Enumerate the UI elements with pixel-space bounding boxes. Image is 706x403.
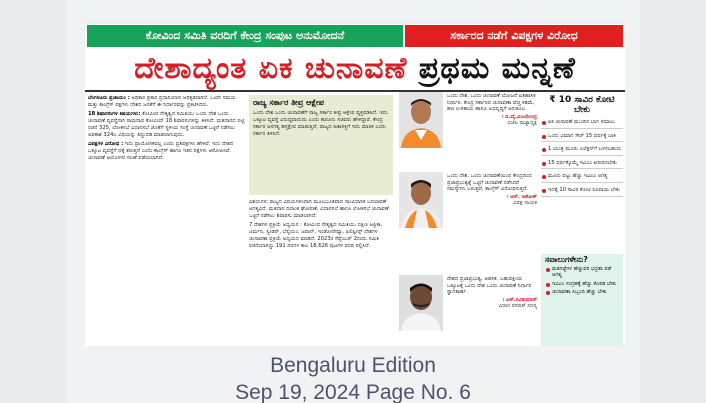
newspaper-page-image[interactable] — [85, 20, 625, 346]
quote-3: ದೇಶದ ಪ್ರಜಾಪ್ರಭುತ್ವ, ಆಡಳಿತ, ಬಹುಪಕ್ಷೀಯ ಒಕ್ಕೂಟಕ್ಕೆ ಒಂದು ದೇಶ ಒಂದು ಚುನಾವಣೆ ನಿರ್ಧಾರ ಸ್ವಾಗತಾರ್ಹ. । ಎಸ್.ರವಿಕುಮಾರ್ ವಿಧಾನ ಪರಿಷತ್ ಸದಸ್ಯ — [447, 276, 537, 310]
list-item: ಇದಕ್ಕೆ 10 ಸಾವಿರ ಕೋಟಿ ರೂಪಾಯಿ ಬೇಕು — [541, 187, 623, 197]
list-item: ಮೂರು ಪಟ್ಟು ಹೆಚ್ಚು ಇವಿಎಂ ಅಗತ್ಯ — [541, 173, 623, 183]
list-item: 15 ವರ್ಷಕ್ಕೊಮ್ಮೆ ಇವಿಎಂ ಖರೀದಿಸಬೇಕು — [541, 160, 623, 170]
edition-date-page: Sep 19, 2024 Page No. 6 — [235, 381, 471, 403]
article-column-2 — [249, 199, 393, 344]
list-item: ಮತಗಟ್ಟೆಗಳ ಹೆಚ್ಚುವರಿ ಭದ್ರತಾ ಪಡೆ ಅಗತ್ಯ — [545, 266, 619, 279]
challenges-box — [541, 254, 623, 346]
portrait-photo-3 — [399, 275, 443, 331]
paragraph: ಬೆಂಗಳೂರು ಪ್ರಜಾಯಂ : ಅಧಿಕಾರ ಪ್ರಕಾರ ಪ್ರಧಾನಿಯಾದ ಅಧಿಕೃತವಾಗಿದೆ. ಒಂದೇ ಸಮಯ ಮತ್ತು ಕಾಂಗ್ರೆಸ್ ಪಕ್ಷಗಳು ದೇಶದ ಜನತೆಗೆ ಈ ನಿರ್ಧಾರವನ್ನು ಪ್ರಕಟಿಸಿದರು. — [88, 95, 236, 108]
challenges-title: ಸವಾಲುಗಳೇನು? — [545, 255, 588, 264]
headline-red-part: ದೇಶಾದ್ಯಂತ ಏಕ ಚುನಾವಣೆ — [134, 51, 408, 86]
sidebar-heading: ₹ 10 ಸಾವಿರ ಕೋಟಿ ಬೇಕು — [549, 95, 615, 115]
box-body: ಒಂದು ದೇಶ ಒಂದು ಚುನಾವಣೆಗೆ ರಾಜ್ಯ ಸರ್ಕಾರ ತೀವ್ರ ಆಕ್ಷೇಪ ವ್ಯಕ್ತಪಡಿಸಿದೆ. ಇದು ಒಕ್ಕೂಟ ವ್ಯವಸ್ಥೆ ವಿರುದ್ಧವಾದುದು ಎಂದು ಕಾನೂನು ಸಚಿವರು ಹೇಳಿದ್ದಾರೆ. ಕೇಂದ್ರ ಸರ್ಕಾರ ಅನಗತ್ಯ ಹಸ್ತಕ್ಷೇಪ ಮಾಡುತ್ತಿದೆ, ರಾಜ್ಯದ ಹಿತಾಸಕ್ತಿಗೆ ಇದು ಮಾರಕ ಎಂದು ಸರ್ಕಾರ ತಿಳಿಸಿದೆ. — [253, 110, 388, 137]
portrait-photo-1 — [399, 92, 443, 148]
paragraph: 18 ಶಿಫಾರಸುಗಳ ಕಿಷಯಗಳು: ಕೋವಿಂದ ನೇತೃತ್ವದ ಸಮಿತಿಯು ಒಂದು ದೇಶ ಒಂದು ಚುನಾವಣೆ ವ್ಯವಸ್ಥೆಗಾಗಿ ರಾಮನಾಥ ಕೋವಿಂದ್ 18 ಶಿಫಾರಸುಗಳನ್ನು ತಿಳಿಸಿದೆ. ಮತದಾನದ ಪಟ್ಟಿ ರಚನೆ 325, ಲೋಕಸಭೆ ವಿಧಾನಸಭೆ ಜೊತೆಗೆ ಸ್ಥಳೀಯ ಸಂಸ್ಥೆ ಚುನಾವಣೆ ಒಟ್ಟಿಗೆ ನಡೆಸಲು ಅವಕಾಶ 324ಎ ವಿಧಿಯನ್ನು ತಿದ್ದುಪಡಿ ಮಾಡಲಾಗುವುದು. — [88, 111, 245, 138]
main-headline — [85, 48, 625, 90]
quote-2: ಒಂದು ದೇಶ, ಒಂದು ಚುನಾವಣೆಯಿಂದ ಕೇಂದ್ರದಿಂದ ಪ್ರಜಾಪ್ರಭುತ್ವಕ್ಕೆ ಒಟ್ಟಿಗೆ ಚುನಾವಣೆ ನಡೆಸಿದರೆ ಸಮಸ್ಯೆಗಳು ಬರುತ್ತವೆ, ಕಾಂಗ್ರೆಸ್ ವಿರೋಧಿಸುತ್ತದೆ. । ಆರ್. ಅಶೋಕ್ ವಿಪಕ್ಷ ನಾಯಕ — [447, 173, 537, 207]
banner-left: ಕೋವಿಂದ ಸಮಿತಿ ವರದಿಗೆ ಕೇಂದ್ರ ಸಂಪುಟ ಅನುಮೋದನೆ — [87, 25, 403, 47]
list-item: ಏಕ ಚುನಾವಣೆ ಮುಂದಿನ ಭಾಗ ಸಮಾಲು — [541, 119, 623, 129]
portrait-photo-2 — [399, 172, 443, 228]
box-title: ರಾಜ್ಯ ಸರ್ಕಾರ ತೀವ್ರ ಆಕ್ಷೇಪ — [253, 98, 324, 107]
cost-sidebar — [541, 92, 623, 252]
paragraph: ವಿಶಯಗಳು ರಾಜ್ಯದ ವಿಷಯಗಳಿಂದಾಗಿ ಮೂಲಭೂತವಾದ ಸಾಂವಿಧಾನಿಕ ಬದಲಾವಣೆ ಅಗತ್ಯವಿದೆ. ಮತದಾನ ದಿನಾಂಕ ಘೋಷಣೆ, ವಿಧಾನಸಭೆ ಹಾಗೂ ಲೋಕಸಭೆ ಚುನಾವಣೆ ಒಟ್ಟಿಗೆ ನಡೆಸಲು ಶಿಫಾರಸು ಮಾಡಲಾಗಿದೆ. — [249, 199, 389, 219]
list-item: ಚುನಾವಣಾ ಸಿಬ್ಬಂದಿ ಹೆಚ್ಚು ಬೇಕು — [545, 289, 619, 296]
quote-1: ಒಂದು ದೇಶ, ಒಂದು ಚುನಾವಣೆ ಯೋಜನೆ ಐತಿಹಾಸಿಕ ನಿರ್ಧಾರ. ಕೇಂದ್ರ ಸರ್ಕಾರದ ಚುನಾವಣಾ ವೆಚ್ಚ ಕಡಿಮೆ, ಹಣ ಉಳಿತಾಯ ಹಾಗೂ ಅಭಿವೃದ್ಧಿಗೆ ಅನುಕೂಲ. । ಬಿ.ವೈ.ವಿಜಯೇಂದ್ರ ಬಿಜೆಪಿ ರಾಜ್ಯಾಧ್ಯಕ್ಷ — [447, 93, 537, 127]
state-objection-box — [249, 95, 393, 195]
article-column-1 — [88, 95, 246, 345]
list-item: ಇವಿಎಂ ಸಂಗ್ರಹಕ್ಕೆ ಹೆಚ್ಚು ಕೊಠಡಿ ಬೇಕು — [545, 281, 619, 288]
paragraph: ವಿಪಕ್ಷಗಳ ವಿರೋಧ : ಇದು ಪ್ರಾಯೋಗಿಕವಲ್ಲ ಎಂದು ಪ್ರತಿಪಕ್ಷಗಳು ಹೇಳಿವೆ. ಇದು ದೇಶದ ಒಕ್ಕೂಟ ವ್ಯವಸ್ಥೆಗೆ ಧಕ್ಕೆ ತರುತ್ತದೆ ಎಂದು ಕಾಂಗ್ರೆಸ್ ಹಾಗೂ ಇತರ ಪಕ್ಷಗಳು ಆರೋಪಿಸಿವೆ. ಚುನಾವಣೆ ಆಯೋಗದ ಸಲಹೆ ಪಡೆಯಲಾಗಿದೆ. — [88, 141, 234, 161]
list-item: ಒಂದು ವಿಮಾನ ಸೇರ್ 15 ವರ್ಷಕ್ಕೆ ಬಾಕಿ — [541, 133, 623, 143]
list-item: 1 ಯಂತ್ರ ಮೂರು ಎಲೆಕ್ಷನ್‌ಗೆ ಬಳಸಬಹುದು — [541, 146, 623, 156]
top-strip — [85, 20, 625, 24]
headline-black-part: ಪ್ರಥಮ ಮನ್ನಣೆ — [418, 51, 576, 86]
paragraph: 7 ದೇಶಗಳ ಪ್ರಕ್ರಿಯೆ ಅಧ್ಯಯನ : ಕೋವಿಂದ ನೇತೃತ್ವದ ಸಮಿತಿಯು ದಕ್ಷಿಣ ಆಫ್ರಿಕಾ, ಜರ್ಮನಿ, ಸ್ವೀಡನ್, ಬೆಲ್ಜಿಯಂ, ಜಪಾನ್, ಇಂಡೋನೇಷ್ಯಾ, ಫಿಲಿಪ್ಪೀನ್ಸ್ ದೇಶಗಳ ಚುನಾವಣಾ ಪ್ರಕ್ರಿಯೆ ಅಧ್ಯಯನ ಮಾಡಿದೆ. 2023ರ ಸೆಪ್ಟೆಂಬರ್ 2ರಂದು ಸಮಿತಿ ರಚನೆಯಾಗಿದ್ದು 191 ದಿನಗಳ ಕಾಲ 18,626 ಪುಟಗಳ ವರದಿ ಸಲ್ಲಿಸಿದೆ. — [249, 222, 383, 249]
edition-name: Bengaluru Edition — [270, 354, 436, 377]
banner-right: ಸರ್ಕಾರದ ನಡೆಗೆ ವಿಪಕ್ಷಗಳ ವಿರೋಧ — [405, 25, 623, 47]
